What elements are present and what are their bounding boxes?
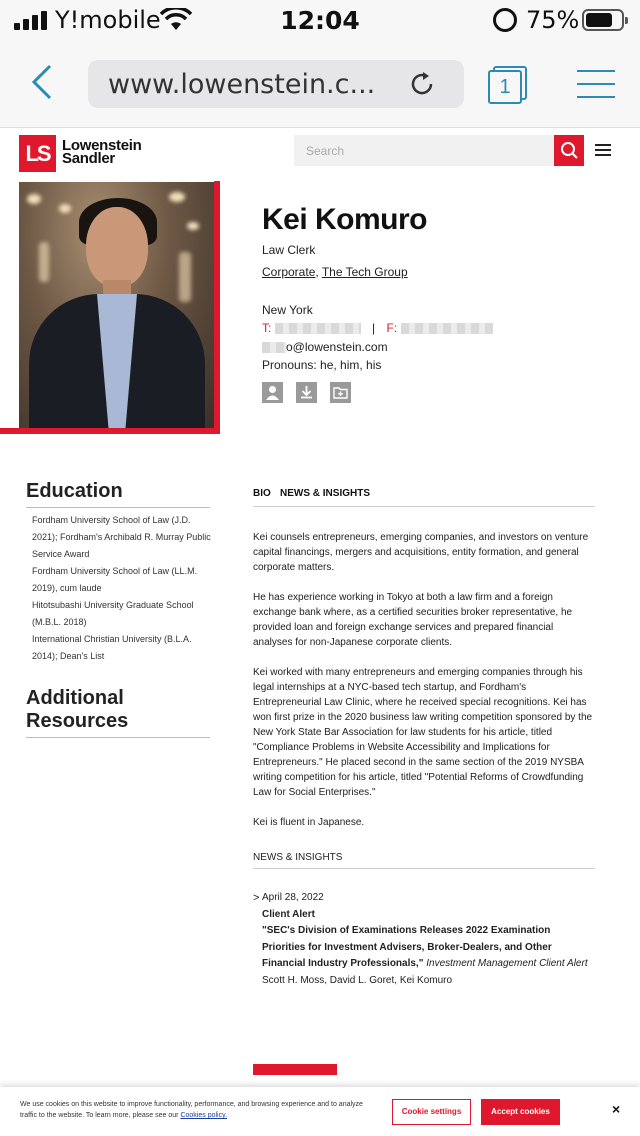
content-tabs [253, 485, 595, 507]
news-title[interactable]: "SEC's Division of Examinations Releases 2022 Examination Priorities for Investment Advisers, Broker-Dealers, and Other Financial Industry Professionals," [262, 925, 552, 969]
browser-menu-icon[interactable] [577, 70, 615, 100]
practice-groups: Corporate, The Tech Group [262, 265, 408, 279]
phone-fax-line [262, 321, 493, 335]
education-heading: Education [26, 480, 210, 508]
profile-photo-frame [0, 181, 220, 434]
news-publication: Investment Management Client Alert [426, 958, 588, 969]
battery-percent: 75% [526, 6, 580, 34]
bio-text [253, 530, 595, 845]
clock: 12:04 [280, 6, 360, 35]
office-location: New York [262, 303, 313, 317]
address-bar[interactable] [88, 60, 464, 108]
phone-separator: | [372, 321, 376, 335]
decorative-red-bar [253, 1064, 337, 1075]
education-list [32, 512, 212, 665]
bio-paragraph: Kei worked with many entrepreneurs and emerging companies through his legal internships at a NYC-based tech startup, and Fordham's Entrepreneurial Law Clinic, where he received special recognitions. Kei has won first prize in the 2020 business law writing competition sponsored by the New York State Bar Association for law students for his article, titled "Compliance Problems in Website Accessibility and Implications for Entrepreneurs." He placed second in the same section of the 2019 NYSBA writing competition for his article, titled "Potential Reforms of Crowdfunding Law for Social Enterprises." [253, 667, 593, 798]
redacted-phone [275, 323, 361, 334]
education-item: Fordham University School of Law (J.D. 2021); Fordham's Archibald R. Murray Public Service Award [32, 515, 211, 559]
cookie-text: We use cookies on this website to improve functionality, performance, and browsing experience and to analyze traffic to the website. To learn more, please see our [20, 1101, 363, 1119]
practice-link-corporate[interactable]: Corporate [262, 265, 316, 279]
news-date: April 28, 2022 [262, 892, 324, 903]
site-header [0, 129, 640, 179]
news-item[interactable] [253, 890, 593, 989]
profile-title: Law Clerk [262, 243, 316, 257]
status-bar [0, 0, 640, 40]
redacted-fax [401, 323, 493, 334]
bio-paragraph: Kei counsels entrepreneurs, emerging companies, and investors on venture capital financings, mergers and acquisitions, entity formation, and general corporate matters. [253, 532, 589, 573]
bio-paragraph: He has experience working in Tokyo at both a law firm and a foreign exchange bank where, as a certified securities broker representative, he provided loan and foreign exchange services and prepared financial analyses for non-Japanese corporate clients. [253, 592, 573, 648]
news-type: Client Alert [262, 908, 315, 920]
rotation-lock-icon [493, 8, 517, 32]
site-menu-icon[interactable] [595, 144, 611, 156]
additional-resources-heading[interactable]: Additional Resources [26, 687, 210, 738]
search-input[interactable] [294, 135, 554, 166]
pronouns: Pronouns: he, him, his [262, 358, 382, 372]
browser-toolbar [0, 40, 640, 128]
download-icon[interactable] [296, 382, 317, 403]
logo-line2: Sandler [62, 150, 115, 167]
reload-icon[interactable] [408, 70, 436, 98]
cookie-message [20, 1099, 380, 1121]
news-title-line[interactable] [262, 923, 593, 973]
vcard-icon[interactable] [262, 382, 283, 403]
logo-mark[interactable]: LS [19, 135, 56, 172]
search-button[interactable] [554, 135, 584, 166]
phone-label: T: [262, 321, 272, 335]
education-item: Fordham University School of Law (LL.M. 2019), cum laude [32, 566, 198, 593]
news-authors: Scott H. Moss, David L. Goret, Kei Komuro [262, 974, 453, 986]
cookie-settings-button[interactable]: Cookie settings [392, 1099, 471, 1125]
tab-news-insights[interactable]: NEWS & INSIGHTS [280, 488, 371, 499]
back-arrow-icon[interactable] [28, 62, 58, 102]
url-text[interactable]: www.lowenstein.c... [108, 69, 376, 100]
logo-line1: Lowenstein [62, 137, 142, 154]
cookie-banner [0, 1087, 640, 1136]
bio-paragraph: Kei is fluent in Japanese. [253, 817, 365, 828]
education-item: International Christian University (B.L.A. 2014); Dean's List [32, 634, 192, 661]
tab-count[interactable]: 1 [488, 70, 522, 104]
chevron-right-icon: > [253, 892, 260, 904]
battery-icon [582, 9, 624, 31]
practice-link-tech-group[interactable]: The Tech Group [321, 265, 408, 279]
search-icon [554, 135, 584, 166]
cookie-policy-link[interactable]: Cookies policy. [180, 1112, 228, 1119]
fax-label: F: [386, 321, 398, 335]
news-insights-heading: NEWS & INSIGHTS [253, 852, 595, 869]
carrier-name: Y!mobile [55, 6, 161, 34]
profile-photo [19, 182, 214, 428]
education-item: Hitotsubashi University Graduate School (M.B.L. 2018) [32, 600, 194, 627]
close-icon[interactable]: × [612, 1101, 621, 1117]
email-link[interactable] [262, 340, 388, 354]
accept-cookies-button[interactable]: Accept cookies [481, 1099, 560, 1125]
profile-name: Kei Komuro [262, 203, 428, 236]
tab-bio[interactable]: BIO [253, 488, 271, 499]
logo-wordmark[interactable] [62, 139, 142, 165]
email-suffix[interactable]: o@lowenstein.com [286, 340, 388, 354]
tabs-button[interactable] [488, 66, 528, 106]
redacted-email-prefix [262, 342, 286, 353]
add-folder-icon[interactable] [330, 382, 351, 403]
